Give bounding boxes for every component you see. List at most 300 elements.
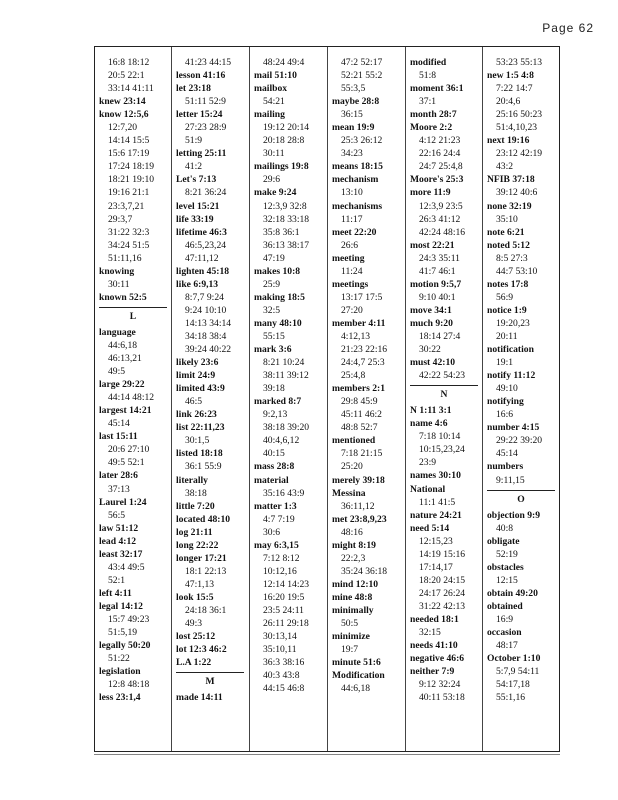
index-reference: 46:13,21 — [108, 353, 142, 365]
index-reference: 20:4,6 — [496, 96, 521, 108]
index-reference: 29:6 — [263, 174, 281, 186]
index-reference: 16:6 — [496, 409, 514, 421]
index-term: need 5:14 — [410, 522, 450, 534]
index-reference: 9:24 10:10 — [185, 304, 227, 316]
index-term: notice 1:9 — [487, 304, 527, 316]
index-reference: 44:15 46:8 — [263, 683, 305, 695]
index-reference: 47:2 52:17 — [341, 57, 383, 68]
index-term: long 22:22 — [176, 539, 219, 551]
index-reference: 9:12 32:24 — [419, 679, 461, 691]
section-letter: N — [410, 385, 478, 401]
index-reference: 29:3,7 — [108, 213, 133, 225]
index-term: matter 1:3 — [254, 500, 297, 512]
index-term: needs 41:10 — [410, 640, 458, 652]
index-reference: 50:5 — [341, 618, 359, 630]
index-reference: 53:23 55:13 — [496, 57, 543, 68]
index-reference: 36:11,12 — [341, 500, 375, 512]
index-term: listed 18:18 — [176, 448, 223, 460]
index-reference: 14:14 15:5 — [108, 135, 150, 147]
index-reference: 49:5 — [108, 366, 126, 378]
index-term: lost 25:12 — [176, 631, 216, 643]
index-reference: 16:9 — [496, 613, 514, 625]
index-reference: 27:20 — [341, 304, 363, 316]
index-term: language — [99, 326, 136, 338]
index-term: October 1:10 — [487, 653, 541, 665]
index-reference: 48:16 — [341, 526, 363, 538]
index-term: material — [254, 474, 289, 486]
index-term: obtain 49:20 — [487, 587, 538, 599]
index-reference: 15:7 49:23 — [108, 613, 150, 625]
index-reference: 7:12 8:12 — [263, 552, 300, 564]
index-term: motion 9:5,7 — [410, 278, 462, 290]
index-term: longer 17:21 — [176, 552, 227, 564]
index-term: located 48:10 — [176, 513, 231, 525]
index-reference: 16:20 19:5 — [263, 591, 305, 603]
index-term: make 9:24 — [254, 187, 297, 199]
index-reference: 24:3 35:11 — [419, 252, 460, 264]
index-term: objection 9:9 — [487, 509, 541, 521]
index-reference: 39:18 — [263, 383, 285, 395]
index-term: mind 12:10 — [332, 578, 379, 590]
index-term: less 23:1,4 — [99, 692, 141, 704]
index-term: mechanisms — [332, 200, 383, 212]
index-term: Moore 2:2 — [410, 122, 453, 134]
index-reference: 51:4,10,23 — [496, 122, 538, 134]
index-reference: 29:8 45:9 — [341, 396, 378, 408]
index-term: lighten 45:18 — [176, 265, 230, 277]
index-reference: 48:8 52:7 — [341, 422, 378, 434]
index-reference: 48:17 — [496, 640, 518, 652]
index-term: must 42:10 — [410, 357, 456, 369]
index-reference: 21:23 22:16 — [341, 344, 388, 356]
index-reference: 35:10 — [496, 213, 518, 225]
index-term: list 22:11,23 — [176, 422, 225, 434]
index-term: more 11:9 — [410, 187, 451, 199]
index-term: moment 36:1 — [410, 83, 464, 95]
index-reference: 51:9 — [185, 135, 203, 147]
index-reference: 8:7,7 9:24 — [185, 291, 224, 303]
index-reference: 30:11 — [263, 148, 285, 160]
index-term: mailings 19:8 — [254, 161, 309, 173]
index-term: mailbox — [254, 83, 288, 95]
index-term: look 15:5 — [176, 591, 214, 603]
index-reference: 30:22 — [419, 344, 441, 356]
index-reference: 11:17 — [341, 213, 363, 225]
section-letter: O — [487, 490, 555, 506]
index-term: little 7:20 — [176, 500, 215, 512]
index-reference: 51:11,16 — [108, 252, 142, 264]
index-reference: 12:8 48:18 — [108, 679, 150, 691]
index-reference: 19:16 21:1 — [108, 187, 150, 199]
index-reference: 49:10 — [496, 383, 518, 395]
index-reference: 18:20 24:15 — [419, 574, 466, 586]
index-column-6 — [487, 56, 561, 704]
index-term: mine 48:8 — [332, 591, 373, 603]
index-reference: 11:24 — [341, 265, 363, 277]
index-reference: 17:14,17 — [419, 561, 453, 573]
index-reference: 45:14 — [108, 418, 130, 430]
index-reference: 24:4,7 25:3 — [341, 357, 385, 369]
index-reference: 44:7 53:10 — [496, 265, 538, 277]
index-reference: 52:21 55:2 — [341, 70, 383, 82]
index-reference: 51:11 52:9 — [185, 96, 226, 108]
index-term: name 4:6 — [410, 418, 448, 430]
index-term: legal 14:12 — [99, 600, 143, 612]
index-column-3 — [254, 56, 328, 695]
index-reference: 19:12 20:14 — [263, 122, 310, 134]
index-term: meetings — [332, 278, 369, 290]
index-reference: 18:14 27:4 — [419, 330, 461, 342]
index-term: notification — [487, 344, 534, 356]
page-number: Page 62 — [542, 21, 594, 35]
index-reference: 47:11,12 — [185, 252, 219, 264]
index-term: letting 25:11 — [176, 148, 227, 160]
index-column-5 — [410, 56, 484, 704]
index-term: move 34:1 — [410, 304, 452, 316]
index-term: notify 11:12 — [487, 370, 536, 382]
index-reference: 56:9 — [496, 291, 514, 303]
index-term: much 9:20 — [410, 317, 453, 329]
index-column-1 — [99, 56, 173, 704]
index-reference: 40:3 43:8 — [263, 670, 300, 682]
index-term: Let's 7:13 — [176, 174, 217, 186]
index-reference: 30:13,14 — [263, 631, 297, 643]
index-column-4 — [332, 56, 406, 695]
index-term: mark 3:6 — [254, 344, 292, 356]
index-reference: 42:22 54:23 — [419, 370, 466, 382]
index-reference: 40:11 53:18 — [419, 692, 465, 704]
index-reference: 23:5 24:11 — [263, 604, 304, 616]
index-term: numbers — [487, 461, 524, 473]
index-term: NFIB 37:18 — [487, 174, 535, 186]
index-reference: 18:21 19:10 — [108, 174, 155, 186]
index-term: neither 7:9 — [410, 666, 455, 678]
index-reference: 14:13 34:14 — [185, 317, 232, 329]
index-term: level 15:21 — [176, 200, 220, 212]
index-reference: 40:4,6,12 — [263, 435, 300, 447]
index-reference: 19:20,23 — [496, 317, 530, 329]
index-reference: 45:14 — [496, 448, 518, 460]
index-reference: 30:1,5 — [185, 435, 210, 447]
index-term: making 18:5 — [254, 291, 305, 303]
index-term: limit 24:9 — [176, 370, 216, 382]
index-term: obligate — [487, 535, 520, 547]
index-term: month 28:7 — [410, 109, 457, 121]
index-reference: 49:3 — [185, 618, 203, 630]
index-term: let 23:18 — [176, 83, 211, 95]
index-reference: 12:3,9 23:5 — [419, 200, 463, 212]
index-column-2 — [176, 56, 250, 704]
index-reference: 51:22 — [108, 653, 130, 665]
index-reference: 37:1 — [419, 96, 437, 108]
index-term: none 32:19 — [487, 200, 532, 212]
index-reference: 35:10,11 — [263, 644, 297, 656]
index-reference: 38:11 39:12 — [263, 370, 309, 382]
index-reference: 23:9 — [419, 457, 437, 469]
index-term: last 15:11 — [99, 431, 138, 443]
index-term: lot 12:3 46:2 — [176, 644, 227, 656]
index-reference: 26:11 29:18 — [263, 618, 309, 630]
index-term: log 21:11 — [176, 526, 213, 538]
index-term: mass 28:8 — [254, 461, 295, 473]
index-reference: 9:10 40:1 — [419, 291, 456, 303]
index-term: obtained — [487, 600, 523, 612]
index-reference: 15:6 17:19 — [108, 148, 150, 160]
index-reference: 8:21 10:24 — [263, 357, 305, 369]
index-reference: 9:2,13 — [263, 409, 288, 421]
index-term: known 52:5 — [99, 291, 147, 303]
index-reference: 32:15 — [419, 627, 441, 639]
index-term: knew 23:14 — [99, 96, 146, 108]
index-term: number 4:15 — [487, 422, 540, 434]
index-term: Modification — [332, 670, 385, 682]
index-reference: 34:24 51:5 — [108, 239, 150, 251]
index-reference: 52:1 — [108, 574, 126, 586]
index-term: met 23:8,9,23 — [332, 513, 387, 525]
index-term: mentioned — [332, 435, 376, 447]
index-term: like 6:9,13 — [176, 278, 219, 290]
index-reference: 26:3 41:12 — [419, 213, 461, 225]
index-term: notes 17:8 — [487, 278, 529, 290]
index-reference: 19:1 — [496, 357, 514, 369]
index-reference: 23:3,7,21 — [108, 200, 145, 212]
index-reference: 36:13 38:17 — [263, 239, 310, 251]
index-term: lesson 41:16 — [176, 70, 226, 82]
index-reference: 42:24 48:16 — [419, 226, 466, 238]
index-term: members 2:1 — [332, 383, 386, 395]
index-term: occasion — [487, 627, 522, 639]
index-reference: 26:6 — [341, 239, 359, 251]
index-reference: 33:14 41:11 — [108, 83, 154, 95]
index-reference: 4:12 21:23 — [419, 135, 461, 147]
frame-shadow-line — [94, 754, 560, 755]
index-reference: 18:1 22:13 — [185, 565, 227, 577]
index-reference: 46:5,23,24 — [185, 239, 227, 251]
section-letter: L — [99, 307, 167, 323]
index-reference: 4:7 7:19 — [263, 513, 295, 525]
index-term: minute 51:6 — [332, 657, 381, 669]
index-reference: 48:24 49:4 — [263, 57, 305, 68]
index-term: link 26:23 — [176, 409, 217, 421]
index-reference: 44:14 48:12 — [108, 392, 155, 404]
index-term: L.A 1:22 — [176, 657, 212, 669]
index-reference: 47:1,13 — [185, 578, 215, 590]
index-term: nature 24:21 — [410, 509, 462, 521]
index-reference: 16:8 18:12 — [108, 57, 150, 68]
index-term: lead 4:12 — [99, 535, 137, 547]
index-reference: 36:15 — [341, 109, 363, 121]
index-term: maybe 28:8 — [332, 96, 380, 108]
index-term: Laurel 1:24 — [99, 496, 147, 508]
index-reference: 45:11 46:2 — [341, 409, 382, 421]
index-reference: 13:10 — [341, 187, 363, 199]
index-reference: 47:19 — [263, 252, 285, 264]
index-reference: 22:16 24:4 — [419, 148, 461, 160]
index-reference: 36:1 55:9 — [185, 461, 222, 473]
index-reference: 22:2,3 — [341, 552, 366, 564]
index-term: minimally — [332, 604, 374, 616]
index-term: least 32:17 — [99, 548, 143, 560]
index-term: mail 51:10 — [254, 70, 297, 82]
index-reference: 13:17 17:5 — [341, 291, 383, 303]
index-reference: 39:12 40:6 — [496, 187, 538, 199]
index-term: later 28:6 — [99, 470, 138, 482]
index-term: mean 19:9 — [332, 122, 375, 134]
index-term: meeting — [332, 252, 365, 264]
index-reference: 12:15,23 — [419, 535, 453, 547]
index-reference: 43:2 — [496, 161, 514, 173]
index-term: obstacles — [487, 561, 524, 573]
index-reference: 12:7,20 — [108, 122, 138, 134]
index-reference: 40:15 — [263, 448, 285, 460]
index-reference: 29:22 39:20 — [496, 435, 543, 447]
index-reference: 55:15 — [263, 330, 285, 342]
index-term: new 1:5 4:8 — [487, 70, 534, 82]
index-reference: 5:7,9 54:11 — [496, 666, 540, 678]
index-term: letter 15:24 — [176, 109, 223, 121]
index-reference: 25:4,8 — [341, 370, 366, 382]
index-term: next 19:16 — [487, 135, 530, 147]
index-term: know 12:5,6 — [99, 109, 149, 121]
index-term: legally 50:20 — [99, 640, 151, 652]
index-reference: 49:5 52:1 — [108, 457, 145, 469]
index-reference: 35:16 43:9 — [263, 487, 305, 499]
index-term: National — [410, 483, 446, 495]
index-reference: 43:4 49:5 — [108, 561, 145, 573]
index-term: limited 43:9 — [176, 383, 225, 395]
index-reference: 54:21 — [263, 96, 285, 108]
index-reference: 32:5 — [263, 304, 281, 316]
index-term: marked 8:7 — [254, 396, 302, 408]
index-reference: 8:21 36:24 — [185, 187, 227, 199]
index-term: made 14:11 — [176, 692, 223, 704]
index-term: Messina — [332, 487, 366, 499]
index-reference: 31:22 42:13 — [419, 600, 466, 612]
index-reference: 24:18 36:1 — [185, 604, 227, 616]
index-term: names 30:10 — [410, 470, 461, 482]
index-reference: 32:18 33:18 — [263, 213, 310, 225]
index-reference: 41:7 46:1 — [419, 265, 456, 277]
index-term: noted 5:12 — [487, 239, 530, 251]
index-reference: 40:8 — [496, 522, 514, 534]
index-term: legislation — [99, 666, 141, 678]
index-reference: 41:23 44:15 — [185, 57, 232, 68]
index-reference: 20:11 — [496, 330, 518, 342]
index-reference: 52:19 — [496, 548, 518, 560]
index-reference: 55:1,16 — [496, 692, 526, 704]
index-term: large 29:22 — [99, 379, 145, 391]
index-reference: 38:18 39:20 — [263, 422, 310, 434]
index-reference: 12:3,9 32:8 — [263, 200, 307, 212]
index-term: means 18:15 — [332, 161, 383, 173]
index-reference: 38:18 — [185, 487, 207, 499]
index-reference: 24:7 25:4,8 — [419, 161, 463, 173]
index-reference: 24:17 26:24 — [419, 587, 466, 599]
index-reference: 8:5 27:3 — [496, 252, 528, 264]
index-reference: 7:18 10:14 — [419, 431, 461, 443]
index-term: literally — [176, 474, 208, 486]
index-reference: 27:23 28:9 — [185, 122, 227, 134]
index-term: life 33:19 — [176, 213, 214, 225]
index-reference: 39:24 40:22 — [185, 344, 232, 356]
index-reference: 34:18 38:4 — [185, 330, 227, 342]
index-reference: 25:16 50:23 — [496, 109, 543, 121]
index-term: makes 10:8 — [254, 265, 301, 277]
index-reference: 35:8 36:1 — [263, 226, 300, 238]
index-reference: 30:11 — [108, 278, 130, 290]
index-reference: 23:12 42:19 — [496, 148, 543, 160]
index-reference: 12:15 — [496, 574, 518, 586]
index-term: minimize — [332, 631, 370, 643]
index-reference: 44:6,18 — [108, 339, 138, 351]
index-term: mailing — [254, 109, 285, 121]
index-reference: 44:6,18 — [341, 683, 371, 695]
index-term: merely 39:18 — [332, 474, 385, 486]
index-reference: 35:24 36:18 — [341, 565, 388, 577]
index-term: knowing — [99, 265, 135, 277]
index-reference: 20:5 22:1 — [108, 70, 145, 82]
index-term: most 22:21 — [410, 239, 455, 251]
index-reference: 51:8 — [419, 70, 437, 82]
index-reference: 46:5 — [185, 396, 203, 408]
index-reference: 25:3 26:12 — [341, 135, 383, 147]
index-reference: 20:6 27:10 — [108, 444, 150, 456]
index-reference: 54:17,18 — [496, 679, 530, 691]
index-term: member 4:11 — [332, 317, 386, 329]
index-reference: 10:12,16 — [263, 565, 297, 577]
index-reference: 11:1 41:5 — [419, 496, 456, 508]
index-reference: 30:6 — [263, 526, 281, 538]
index-term: law 51:12 — [99, 522, 139, 534]
index-reference: 37:13 — [108, 483, 130, 495]
index-term: may 6:3,15 — [254, 539, 299, 551]
index-reference: 19:7 — [341, 644, 359, 656]
index-term: negative 46:6 — [410, 653, 465, 665]
index-reference: 51:5,19 — [108, 627, 138, 639]
index-reference: 41:2 — [185, 161, 203, 173]
index-reference: 14:19 15:16 — [419, 548, 466, 560]
index-reference: 10:15,23,24 — [419, 444, 465, 456]
index-reference: 31:22 32:3 — [108, 226, 150, 238]
index-term: needed 18:1 — [410, 613, 459, 625]
index-reference: 56:5 — [108, 509, 126, 521]
index-term: likely 23:6 — [176, 357, 219, 369]
index-term: meet 22:20 — [332, 226, 377, 238]
index-reference: 55:3,5 — [341, 83, 366, 95]
index-reference: 36:3 38:16 — [263, 657, 305, 669]
index-reference: 12:14 14:23 — [263, 578, 310, 590]
index-term: left 4:11 — [99, 587, 132, 599]
index-reference: 17:24 18:19 — [108, 161, 155, 173]
index-reference: 4:12,13 — [341, 330, 371, 342]
index-reference: 7:22 14:7 — [496, 83, 533, 95]
index-term: note 6:21 — [487, 226, 525, 238]
index-term: Moore's 25:3 — [410, 174, 464, 186]
index-term: mechanism — [332, 174, 379, 186]
index-reference: 34:23 — [341, 148, 363, 160]
index-reference: 9:11,15 — [496, 474, 525, 486]
index-term: notifying — [487, 396, 524, 408]
index-term: might 8:19 — [332, 539, 376, 551]
index-term: lifetime 46:3 — [176, 226, 227, 238]
index-term: largest 14:21 — [99, 405, 152, 417]
index-reference: 25:20 — [341, 461, 363, 473]
index-reference: 25:9 — [263, 278, 281, 290]
index-term: many 48:10 — [254, 317, 302, 329]
index-term: modified — [410, 57, 447, 68]
section-letter: M — [176, 672, 244, 688]
index-reference: 20:18 28:8 — [263, 135, 305, 147]
